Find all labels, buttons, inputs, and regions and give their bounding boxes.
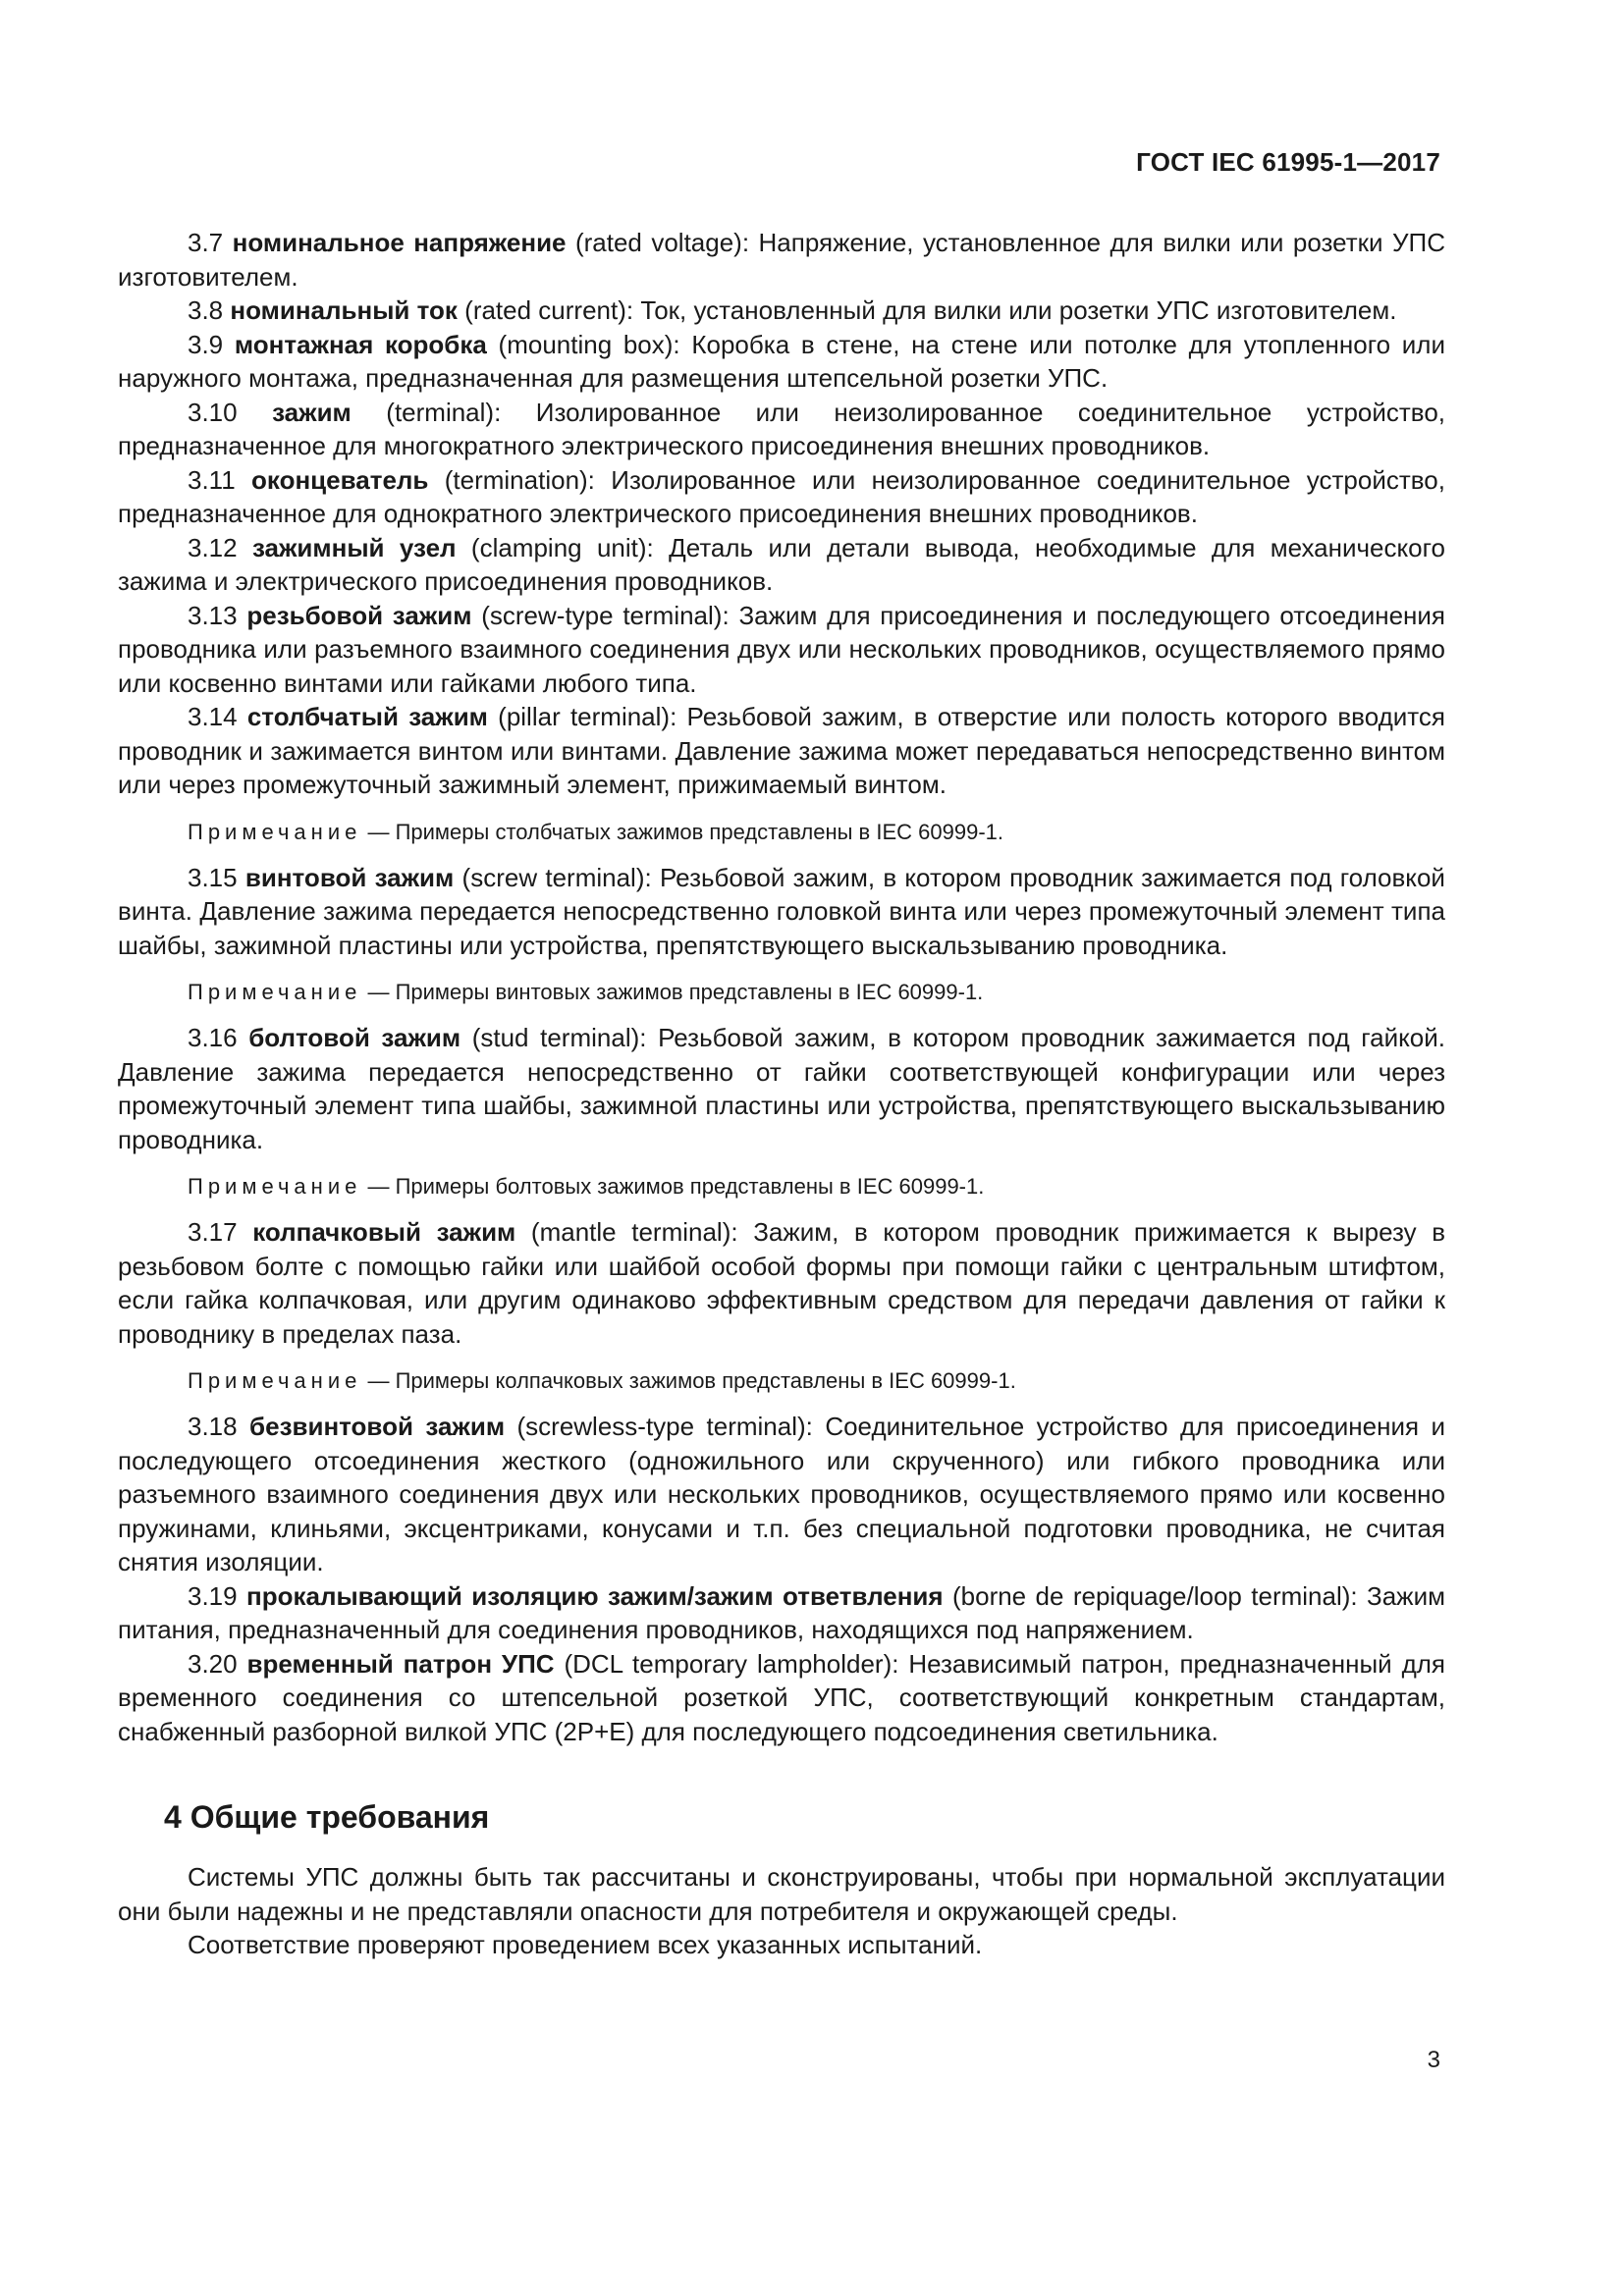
definition-3-10: 3.10 зажим (terminal): Изолированное или неизолированное соединительное устройство, предназначенное для многократного электрического присоединения внешних проводников. bbox=[118, 397, 1445, 460]
definition-3-19: 3.19 прокалывающий изоляцию зажим/зажим ответвления (borne de repiquage/loop terminal): Зажим питания, предназначенный для соединения проводников, находящихся под напряжением. bbox=[118, 1580, 1445, 1644]
note-3-16: Примечание — Примеры болтовых зажимов представлены в IEC 60999-1. bbox=[188, 1174, 985, 1199]
note-label: Примечание bbox=[188, 1368, 362, 1393]
note-3-15: Примечание — Примеры винтовых зажимов представлены в IEC 60999-1. bbox=[188, 980, 984, 1004]
term-name: номинальное напряжение bbox=[232, 228, 567, 257]
document-body bbox=[118, 226, 1445, 1962]
definition-3-18: 3.18 безвинтовой зажим (screwless-type terminal): Соединительное устройство для присоединения и последующего отсоединения жесткого (одножильного или скрученного) или гибкого проводника или разъемного взаимного соединения двух или нескольких проводников, осуществляемого прямо или косвенно пружинами, клиньями, эксцентриками, конусами и т.п. без специальной подготовки проводника, не считая снятия изоляции. bbox=[118, 1412, 1445, 1576]
note-label: Примечание bbox=[188, 980, 362, 1004]
definition-3-13: 3.13 резьбовой зажим (screw-type terminal): Зажим для присоединения и последующего отсоединения проводника или разъемного взаимного соединения двух или нескольких проводников, осуществляемого прямо или косвенно винтами или гайками любого типа. bbox=[118, 600, 1446, 698]
definition-3-15: 3.15 винтовой зажим (screw terminal): Резьбовой зажим, в котором проводник зажимается под головкой винта. Давление зажима передается непосредственно головкой винта или через промежуточный элемент типа шайбы, зажимной пластины или устройства, препятствующего выскальзыванию проводника. bbox=[118, 862, 1445, 960]
term-name: номинальный ток bbox=[230, 295, 458, 325]
term-name: временный патрон УПС bbox=[246, 1648, 555, 1679]
definition-3-14: 3.14 столбчатый зажим (pillar terminal): Резьбовой зажим, в отверстие или полость которого вводится проводник и зажимается винтом или винтами. Давление зажима может передаваться непосредственно винтом или через промежуточный зажимный элемент, прижимаемый винтом. bbox=[118, 702, 1445, 799]
definition-3-8: 3.8 номинальный ток (rated current): Ток, установленный для вилки или розетки УПС изготовителем. bbox=[188, 295, 1397, 325]
term-name: прокалывающий изоляцию зажим/зажим ответвления bbox=[246, 1580, 944, 1611]
definition-3-9: 3.9 монтажная коробка (mounting box): Коробка в стене, на стене или потолке для утопленного или наружного монтажа, предназначенная для размещения штепсельной розетки УПС. bbox=[118, 329, 1445, 393]
term-name: безвинтовой зажим bbox=[249, 1412, 506, 1441]
definition-3-11: 3.11 оконцеватель (termination): Изолированное или неизолированное соединительное устройство, предназначенное для однократного электрического присоединения внешних проводников. bbox=[118, 464, 1445, 528]
note-label: Примечание bbox=[188, 1174, 362, 1199]
definition-3-20: 3.20 временный патрон УПС (DCL temporary lampholder): Независимый патрон, предназначенный для временного соединения со штепсельной розеткой УПС, соответствующий конкретным стандартам, снабженный разборной вилкой УПС (2P+E) для последующего подсоединения светильника. bbox=[118, 1648, 1445, 1746]
document-header: ГОСТ IEC 61995-1—2017 bbox=[1136, 147, 1440, 177]
term-name: винтовой зажим bbox=[244, 862, 455, 892]
term-name: монтажная коробка bbox=[234, 329, 487, 359]
note-label: Примечание bbox=[188, 819, 362, 844]
term-name: зажим bbox=[272, 397, 352, 427]
term-name: болтовой зажим bbox=[248, 1023, 461, 1052]
term-name: оконцеватель bbox=[251, 464, 429, 495]
section-paragraph: Соответствие проверяют проведением всех указанных испытаний. bbox=[188, 1930, 983, 1959]
definition-3-16: 3.16 болтовой зажим (stud terminal): Резьбовой зажим, в котором проводник зажимается под гайкой. Давление зажима передается непосредственно от гайки соответствующей конфигурации или через промежуточный элемент типа шайбы, зажимной пластины или устройства, препятствующего выскальзыванию проводника. bbox=[118, 1023, 1445, 1154]
definition-3-7: 3.7 номинальное напряжение (rated voltage): Напряжение, установленное для вилки или розетки УПС изготовителем. bbox=[118, 228, 1445, 292]
term-name: резьбовой зажим bbox=[246, 600, 472, 630]
definition-3-17: 3.17 колпачковый зажим (mantle terminal): Зажим, в котором проводник прижимается к вырезу в резьбовом болте с помощью гайки или шайбой особой формы при помощи гайки с центральным штифтом, если гайка колпачковая, или другим одинаково эффективным средством для передачи давления от гайки к проводнику в пределах паза. bbox=[118, 1217, 1446, 1349]
term-name: зажимный узел bbox=[251, 532, 457, 562]
section-paragraph: Системы УПС должны быть так рассчитаны и сконструированы, чтобы при нормальной эксплуатации они были надежны и не представляли опасности для потребителя и окружающей среды. bbox=[118, 1862, 1445, 1926]
section-title: 4 Общие требования bbox=[164, 1799, 490, 1835]
term-name: колпачковый зажим bbox=[252, 1217, 516, 1247]
page-number: 3 bbox=[1427, 2047, 1440, 2073]
term-name: столбчатый зажим bbox=[246, 702, 488, 731]
definition-3-12: 3.12 зажимный узел (clamping unit): Деталь или детали вывода, необходимые для механического зажима и электрического присоединения проводников. bbox=[118, 532, 1446, 596]
note-3-17: Примечание — Примеры колпачковых зажимов представлены в IEC 60999-1. bbox=[188, 1368, 1016, 1393]
note-3-14: Примечание — Примеры столбчатых зажимов представлены в IEC 60999-1. bbox=[188, 819, 1003, 844]
